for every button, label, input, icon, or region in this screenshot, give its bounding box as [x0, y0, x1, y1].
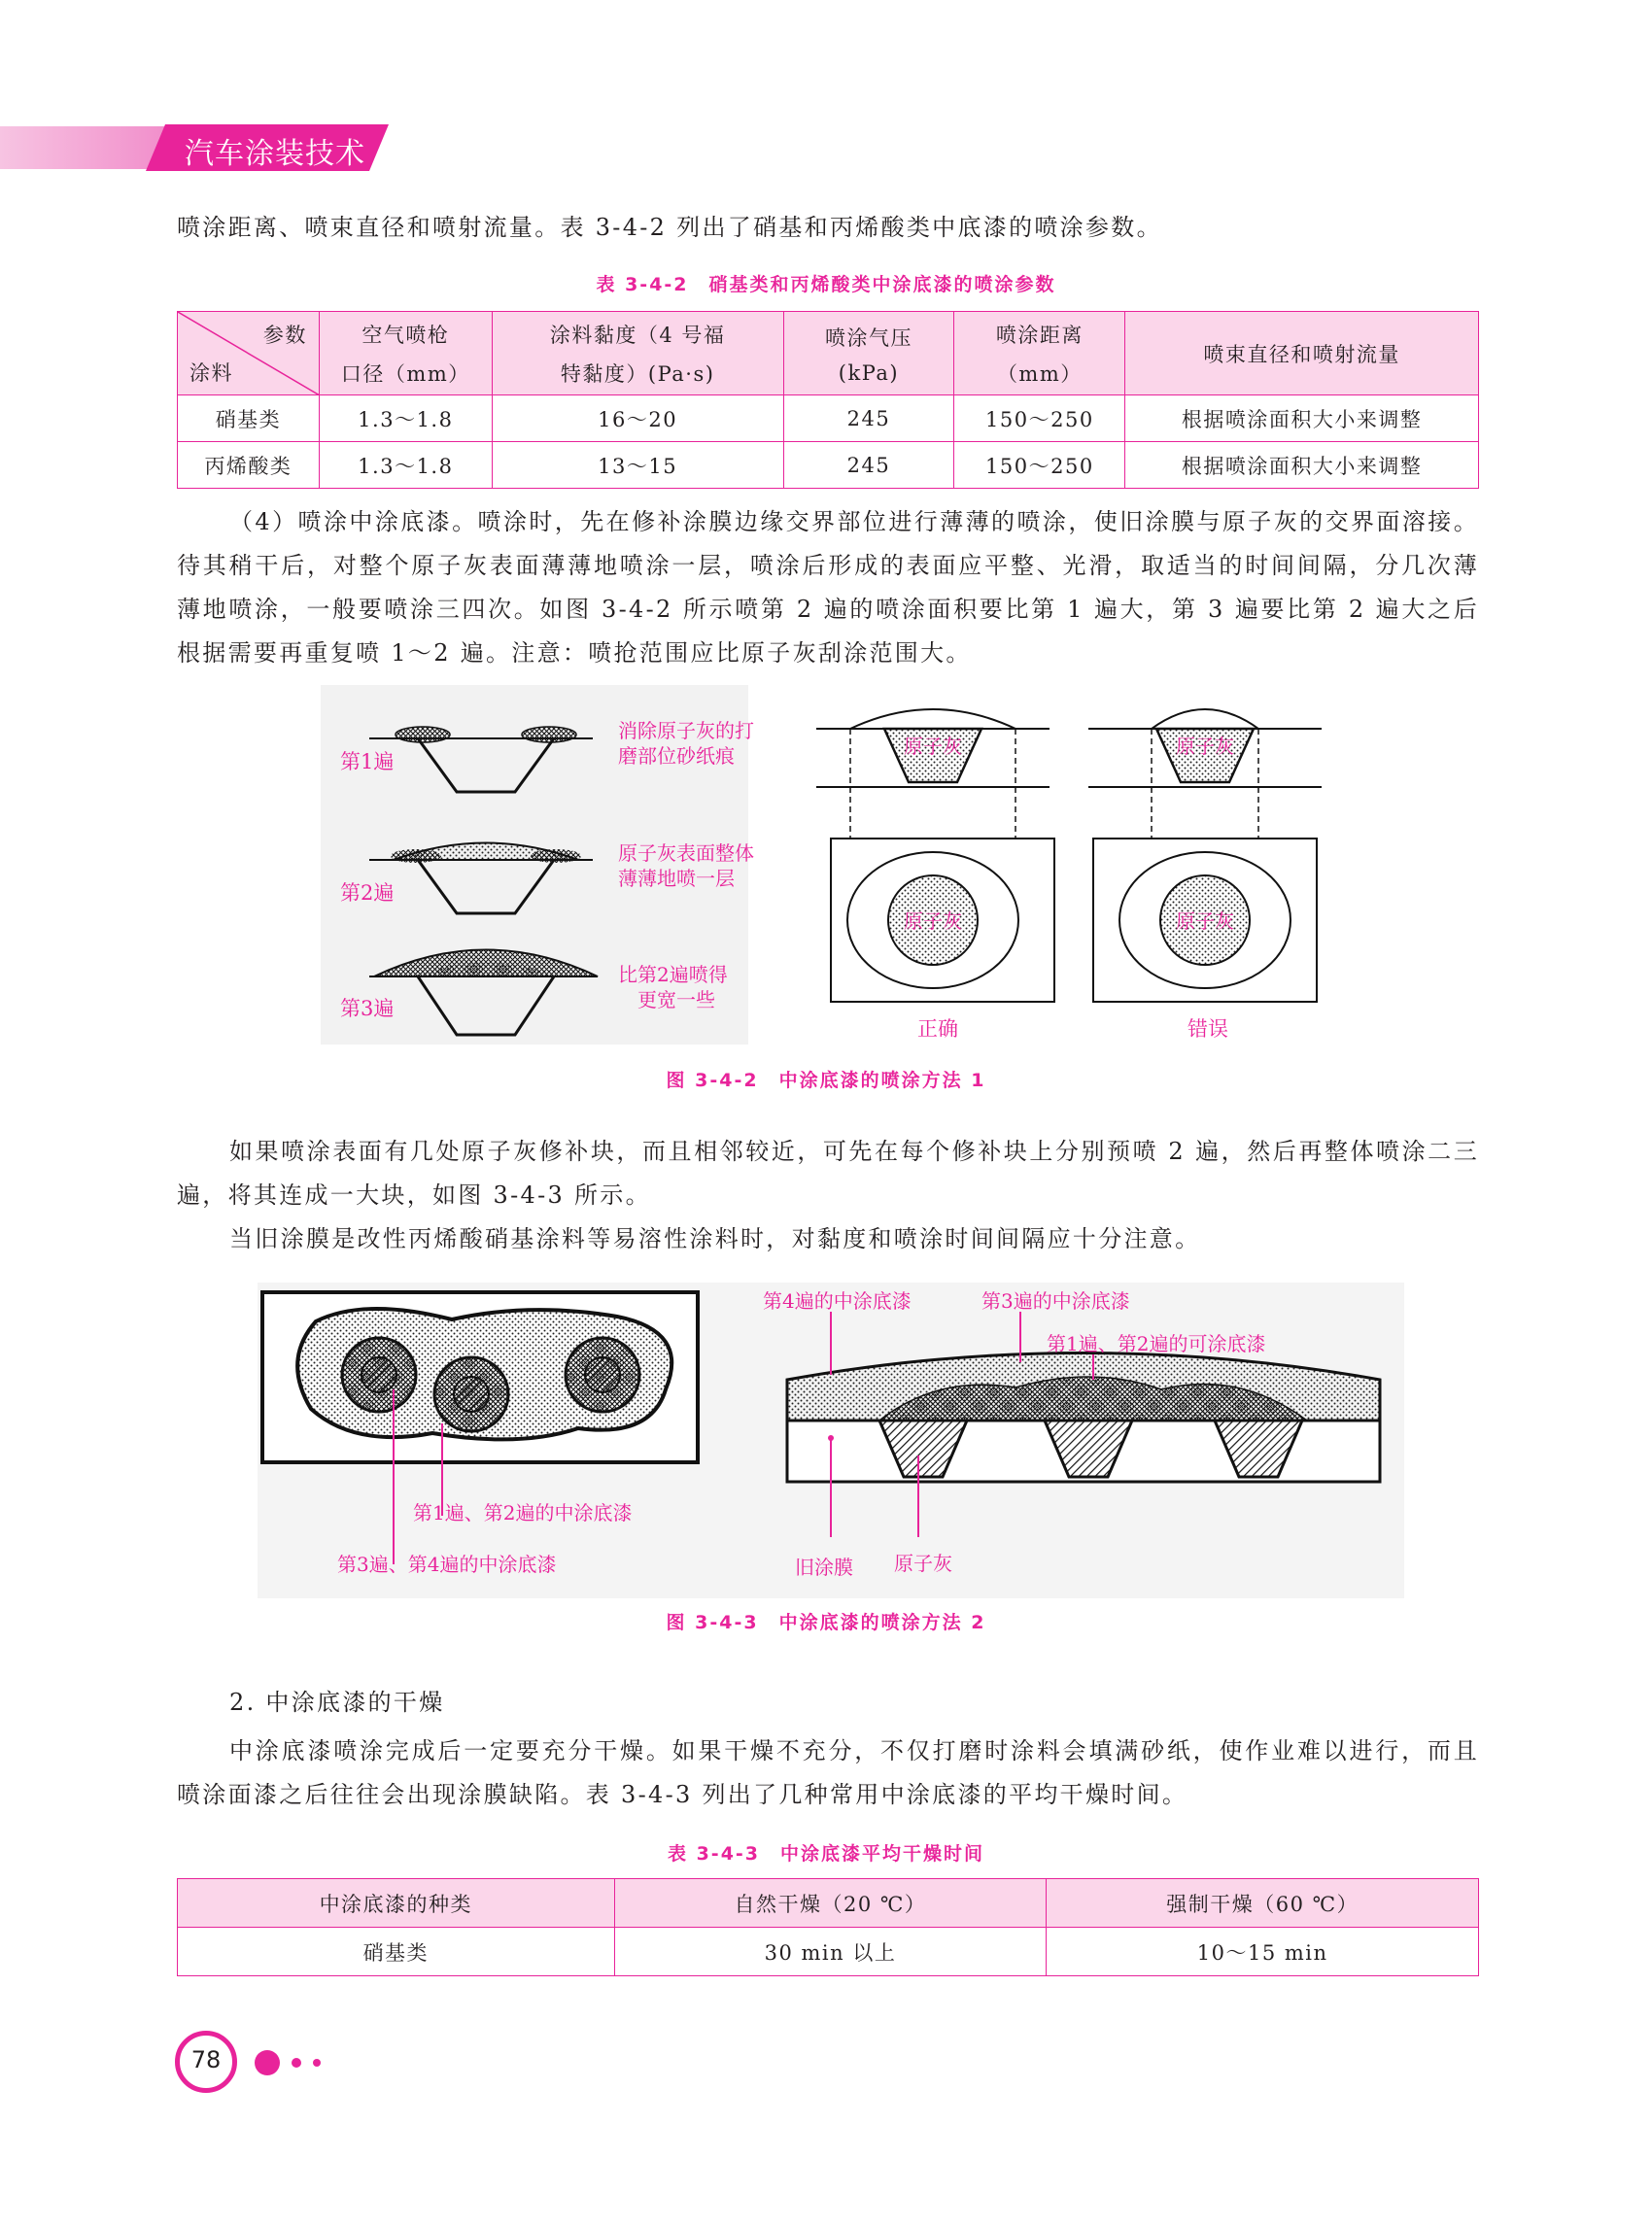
book-title: 汽车涂装技术 [185, 137, 365, 171]
table-row [178, 442, 1479, 489]
table-cell: 13～15 [492, 442, 783, 489]
table-cell: 丙烯酸类 [178, 442, 320, 489]
table-cell: 150～250 [954, 395, 1125, 442]
header-line: 喷束直径和喷射流量 [1203, 342, 1400, 366]
correct-label: 正确 [917, 1017, 958, 1041]
table-row [178, 1928, 1479, 1976]
table-cell: 1.3～1.8 [319, 442, 492, 489]
correct-putty-label-2: 原子灰 [904, 909, 962, 933]
footer-dot-small [313, 2059, 321, 2067]
table-cell: 150～250 [954, 442, 1125, 489]
figure-spray-method-2 [258, 1283, 1404, 1598]
table-spray-parameters [177, 311, 1479, 489]
wrong-label: 错误 [1187, 1017, 1228, 1041]
pass3-label: 第3遍 [340, 997, 395, 1020]
right-label-1st2nd: 第1遍、第2遍的可涂底漆 [1047, 1332, 1266, 1355]
figure1-caption: 图 3-4-2 中涂底漆的喷涂方法 1 [666, 1070, 986, 1091]
table1-header-cell [954, 312, 1125, 395]
table2-header-cell: 强制干燥（60 ℃） [1047, 1879, 1479, 1928]
table-cell: 245 [783, 442, 954, 489]
table-row [178, 395, 1479, 442]
note2-line1: 原子灰表面整体 [618, 841, 754, 865]
paragraph-drying: 中涂底漆喷涂完成后一定要充分干燥。如果干燥不充分，不仅打磨时涂料会填满砂纸，使作业难以进行，而且喷涂面漆之后往往会出现涂膜缺陷。表 3-4-3 列出了几种常用中涂底漆的平均干燥时间。 [177, 1737, 1479, 1808]
header-line: 空气喷枪 [361, 323, 450, 347]
table-cell: 10～15 min [1047, 1928, 1479, 1976]
table2-header-cell: 自然干燥（20 ℃） [614, 1879, 1047, 1928]
right-label-4th: 第4遍的中涂底漆 [763, 1289, 912, 1313]
page-number: 78 [190, 2046, 222, 2073]
paragraph-spray-method: （4）喷涂中涂底漆。喷涂时，先在修补涂膜边缘交界部位进行薄薄的喷涂，使旧涂膜与原子灰的交界面溶接。待其稍干后，对整个原子灰表面薄薄地喷涂一层，喷涂后形成的表面应平整、光滑，取适当的时间间隔，分几次薄薄地喷涂，一般要喷涂三四次。如图 3-4-2 所示喷第 2 遍的喷涂面积要比第 1 遍大，第 3 遍要比第 2 遍大之后根据需要再重复喷 1～2 遍。注意：喷抢范围应比原子灰刮涂范围大。 [177, 508, 1479, 667]
footer-dot-large [255, 2050, 280, 2075]
note3-line2: 更宽一些 [637, 988, 715, 1011]
right-label-putty: 原子灰 [894, 1552, 952, 1575]
table-cell: 根据喷涂面积大小来调整 [1125, 395, 1479, 442]
correct-putty-label: 原子灰 [904, 735, 962, 758]
note3-line1: 比第2遍喷得 [618, 963, 728, 986]
header-line: 喷涂距离 [995, 323, 1084, 347]
header-line: 口径（mm） [340, 361, 470, 386]
left-label-1st2nd: 第1遍、第2遍的中涂底漆 [413, 1501, 633, 1524]
header-line: （mm） [996, 361, 1083, 386]
footer-dot-medium [292, 2058, 301, 2068]
figure-spray-method-1 [321, 685, 1341, 1054]
table-cell: 硝基类 [178, 395, 320, 442]
header-line: 喷涂气压 [824, 325, 912, 350]
table2-header-cell: 中涂底漆的种类 [178, 1879, 615, 1928]
figure2-caption: 图 3-4-3 中涂底漆的喷涂方法 2 [666, 1612, 986, 1633]
table2-caption: 表 3-4-3 中涂底漆平均干燥时间 [667, 1843, 985, 1865]
table1-corner-bottom: 涂料 [189, 361, 233, 385]
table-cell: 30 min 以上 [614, 1928, 1047, 1976]
paragraph-multi-patch: 如果喷涂表面有几处原子灰修补块，而且相邻较近，可先在每个修补块上分别预喷 2 遍，然后再整体喷涂二三遍，将其连成一大块，如图 3-4-3 所示。 [177, 1138, 1479, 1209]
table-cell: 16～20 [492, 395, 783, 442]
pass1-label: 第1遍 [340, 750, 395, 773]
paragraph-solvent-note: 当旧涂膜是改性丙烯酸硝基涂料等易溶性涂料时，对黏度和喷涂时间间隔应十分注意。 [229, 1225, 1201, 1252]
intro-paragraph: 喷涂距离、喷束直径和喷射流量。表 3-4-2 列出了硝基和丙烯酸类中底漆的喷涂参数。 [177, 214, 1162, 241]
note2-line2: 薄薄地喷一层 [618, 867, 735, 890]
table1-header-cell [783, 312, 954, 395]
wrong-putty-label: 原子灰 [1176, 735, 1234, 758]
note1-line1: 消除原子灰的打 [618, 719, 754, 742]
left-label-3rd4th: 第3遍、第4遍的中涂底漆 [337, 1553, 557, 1576]
table-cell: 245 [783, 395, 954, 442]
table1-header-cell [492, 312, 783, 395]
table-cell: 硝基类 [178, 1928, 615, 1976]
section-heading-drying: 2. 中涂底漆的干燥 [229, 1689, 445, 1716]
right-label-3rd: 第3遍的中涂底漆 [981, 1289, 1130, 1313]
header-line: 特黏度）(Pa·s) [560, 361, 715, 386]
table1-header-cell [1125, 312, 1479, 395]
note1-line2: 磨部位砂纸痕 [618, 744, 735, 768]
table1-caption: 表 3-4-2 硝基类和丙烯酸类中涂底漆的喷涂参数 [596, 274, 1056, 295]
header-line: (kPa) [838, 360, 900, 385]
right-label-old-film: 旧涂膜 [795, 1556, 853, 1579]
table-cell: 1.3～1.8 [319, 395, 492, 442]
table-drying-time [177, 1878, 1479, 1976]
table1-header-cell [319, 312, 492, 395]
table1-corner-cell [178, 312, 320, 395]
table-cell: 根据喷涂面积大小来调整 [1125, 442, 1479, 489]
header-line: 涂料黏度（4 号福 [549, 323, 726, 347]
pass2-label: 第2遍 [340, 881, 395, 905]
wrong-putty-label-2: 原子灰 [1176, 909, 1234, 933]
table1-corner-top: 参数 [262, 324, 307, 347]
